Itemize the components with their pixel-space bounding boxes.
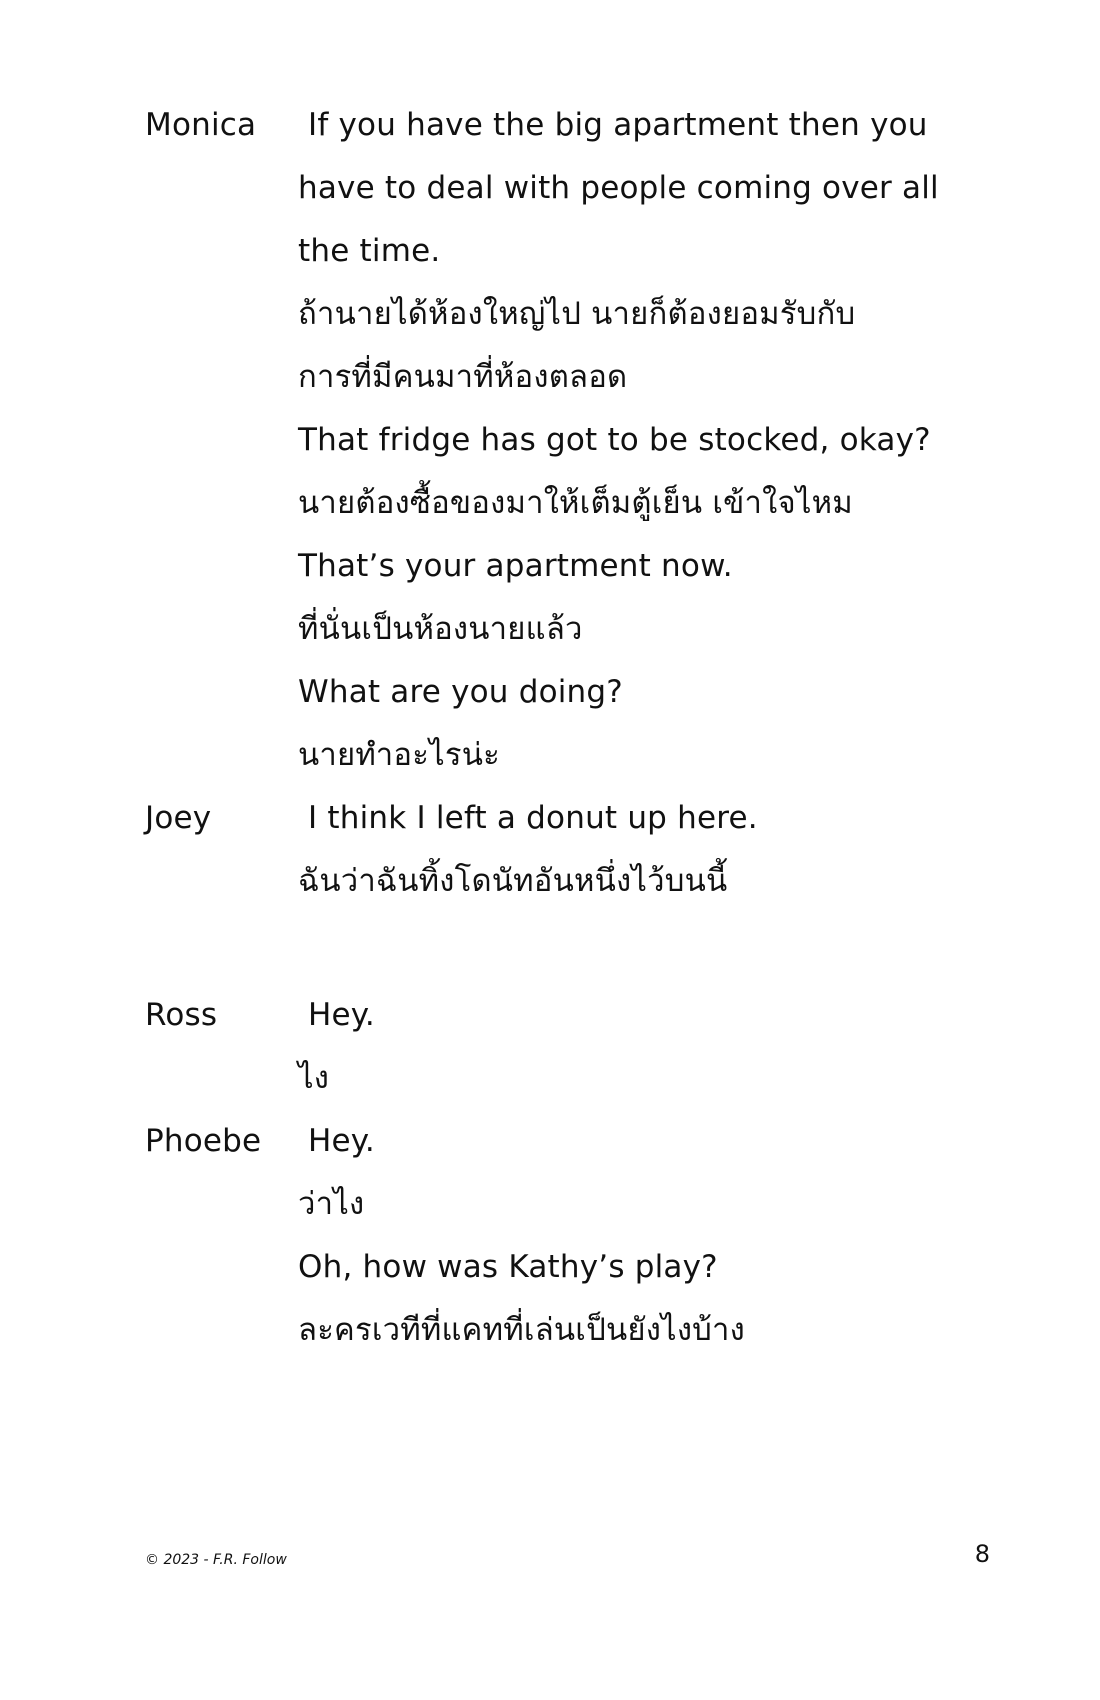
- dialogue-line-thai: นายต้องซื้อของมาให้เต็มตู้เย็น เข้าใจไหม: [298, 485, 853, 521]
- dialogue-line: I think I left a donut up here.: [308, 800, 758, 836]
- dialogue-line-thai: ถ้านายได้ห้องใหญ่ไป นายก็ต้องยอมรับกับ: [298, 296, 856, 332]
- speaker-name: Phoebe: [145, 1123, 262, 1159]
- dialogue-line-thai: ว่าไง: [298, 1186, 365, 1222]
- speaker-name: Ross: [145, 997, 218, 1033]
- dialogue-line: Oh, how was Kathy’s play?: [298, 1249, 718, 1285]
- dialogue-line: Hey.: [308, 997, 375, 1033]
- dialogue-line-thai: ละครเวทีที่แคทที่เล่นเป็นยังไงบ้าง: [298, 1312, 745, 1348]
- dialogue-line: the time.: [298, 233, 441, 269]
- dialogue-line: That’s your apartment now.: [298, 548, 733, 584]
- copyright-notice: © 2023 - F.R. Follow: [145, 1552, 287, 1568]
- speaker-name: Monica: [145, 107, 257, 143]
- dialogue-line-thai: นายทำอะไรน่ะ: [298, 737, 500, 773]
- dialogue-line-thai: ไง: [298, 1060, 330, 1096]
- dialogue-line: That fridge has got to be stocked, okay?: [298, 422, 931, 458]
- dialogue-line: have to deal with people coming over all: [298, 170, 939, 206]
- dialogue-line: Hey.: [308, 1123, 375, 1159]
- dialogue-line: If you have the big apartment then you: [308, 107, 928, 143]
- dialogue-line: What are you doing?: [298, 674, 623, 710]
- speaker-name: Joey: [145, 800, 212, 836]
- dialogue-line-thai: ที่นั่นเป็นห้องนายแล้ว: [298, 611, 583, 647]
- dialogue-line-thai: ฉันว่าฉันทิ้งโดนัทอันหนึ่งไว้บนนี้: [298, 863, 728, 899]
- dialogue-line-thai: การที่มีคนมาที่ห้องตลอด: [298, 359, 628, 395]
- page-number: 8: [974, 1540, 990, 1568]
